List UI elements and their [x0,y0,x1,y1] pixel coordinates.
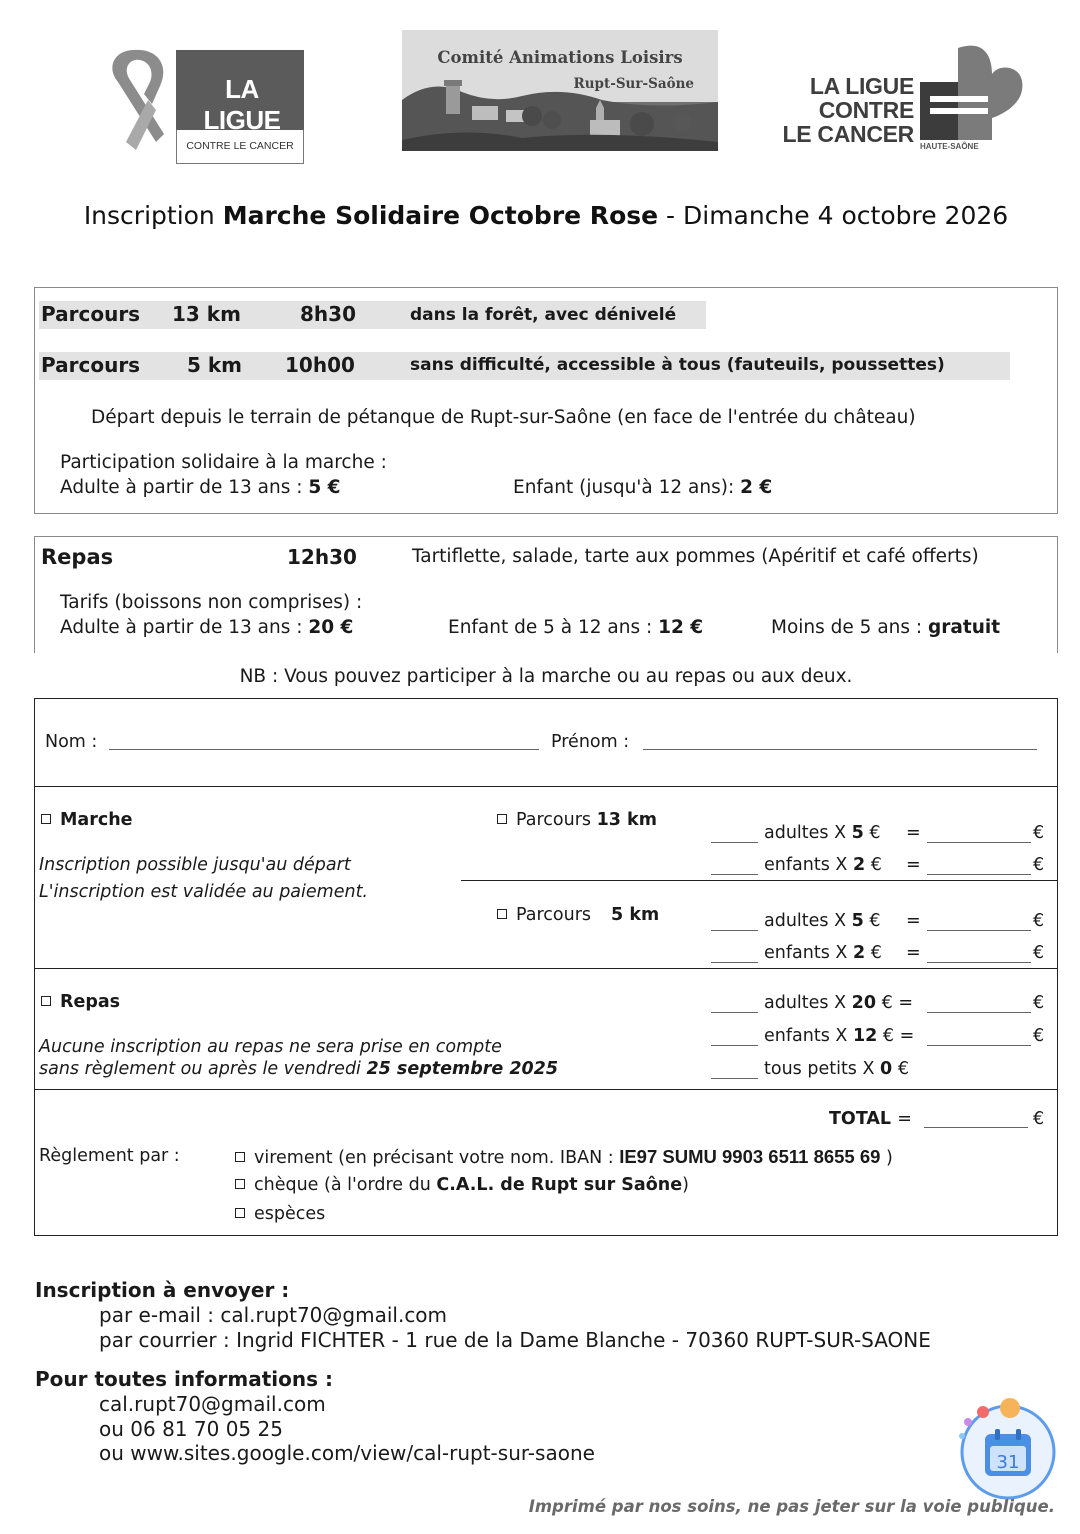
repas-small [771,617,1000,638]
repas-note-2-text: sans règlement ou après le vendredi [39,1059,367,1079]
p5-adultes-equals: = [906,911,921,931]
info-phone: ou 06 81 70 05 25 [99,1417,283,1441]
cheque-label: chèque (à l'ordre du [254,1175,437,1195]
cheque-suffix: ) [682,1175,689,1195]
p13-enfants-total[interactable] [927,874,1031,875]
repas-enfants-euro: € [882,1026,895,1046]
participation-child-price: 2 € [740,477,773,498]
nom-label: Nom : [45,732,98,752]
repas-adult-price: 20 € [308,617,354,638]
info-email: cal.rupt70@gmail.com [99,1392,326,1416]
repas-menu: Tartiflette, salade, tarte aux pommes (Apéritif et café offerts) [412,546,979,567]
repas-enfants-total-euro: € [1033,1026,1045,1046]
parcours-13-label: Parcours [41,302,141,326]
participation-adult [60,477,341,498]
nb-note: NB : Vous pouvez participer à la marche ou au repas ou aux deux. [239,666,853,687]
p13-adultes-label: adultes X [764,823,852,843]
p13-adultes-line [764,823,881,843]
printed-notice: Imprimé par nos soins, ne pas jeter sur la voie publique. [528,1497,1055,1516]
repas-petits-qty[interactable] [711,1078,758,1079]
repas-enfants-price: 12 [852,1026,878,1046]
parcours-13-distance: 13 km [172,302,241,326]
p5-enfants-qty[interactable] [711,962,758,963]
reglement-label: Règlement par : [39,1146,180,1166]
especes-checkbox[interactable] [235,1208,245,1218]
repas-adultes-equals: = [898,993,913,1013]
cheque-payee: C.A.L. de Rupt sur Saône [436,1175,683,1195]
p5-adultes-line [764,911,881,931]
parcours-5-distance: 5 km [187,353,243,377]
p13-enfants-price: 2 [852,855,866,875]
p13-enfants-label: enfants X [764,855,853,875]
repas-enfants-qty[interactable] [711,1045,758,1046]
p5-enfants-price: 2 [852,943,866,963]
prenom-label: Prénom : [551,732,630,752]
logo-right-line3: LE CANCER [782,121,914,147]
p13-enfants-equals: = [906,855,921,875]
p13-adultes-equals: = [906,823,921,843]
info-website: ou www.sites.google.com/view/cal-rupt-sur-saone [99,1441,595,1465]
repas-tarifs-heading: Tarifs (boissons non comprises) : [60,592,363,613]
repas-small-price: gratuit [928,617,1001,638]
info-heading: Pour toutes informations : [35,1367,333,1391]
parcours-5-option[interactable] [497,905,659,925]
ligue-logo-right [772,44,1028,156]
calendar-badge[interactable] [952,1396,1056,1500]
participation-child [513,477,772,498]
p13-enfants-line [764,855,882,875]
repas-petits-label: tous petits X [764,1059,881,1079]
p5-adultes-qty[interactable] [711,930,758,931]
iban: IE97 SUMU 9903 6511 8655 69 [619,1146,881,1167]
parcours-5-checkbox[interactable] [497,909,507,919]
total-euro: € [1033,1109,1045,1129]
repas-petits-price: 0 [880,1059,893,1079]
repas-adult [60,617,353,638]
participation-child-label: Enfant (jusqu'à 12 ans): [513,477,741,498]
repas-child-label: Enfant de 5 à 12 ans : [448,617,659,638]
p5-adultes-price: 5 [851,911,864,931]
parcours-divider [461,880,1058,881]
p5-enfants-euro: € [870,943,882,963]
marche-option[interactable] [41,810,133,830]
repas-enfants-total[interactable] [927,1045,1031,1046]
marche-note-2: L'inscription est validée au paiement. [39,882,368,902]
p13-enfants-qty[interactable] [711,874,758,875]
especes-option[interactable] [235,1204,325,1224]
repas-petits-euro: € [897,1059,909,1079]
p5-enfants-line [764,943,882,963]
cheque-checkbox[interactable] [235,1179,245,1189]
p13-enfants-total-euro: € [1033,855,1045,875]
parcours-13-option-distance: 13 km [596,810,657,830]
p5-adultes-total[interactable] [927,930,1031,931]
marche-label: Marche [60,810,133,830]
p5-enfants-total[interactable] [927,962,1031,963]
cal-logo-subtitle: Rupt-Sur-Saône [573,76,694,92]
p13-adultes-total[interactable] [927,842,1031,843]
p5-adultes-total-euro: € [1033,911,1045,931]
logo-right-line2: CONTRE [818,97,914,123]
especes-label: espèces [254,1204,326,1224]
repas-child-price: 12 € [658,617,704,638]
heart-icon [918,44,1028,144]
ribbon-icon [104,42,184,162]
p13-adultes-qty[interactable] [711,842,758,843]
parcours-13-option-label: Parcours [516,810,597,830]
repas-adultes-total[interactable] [927,1012,1031,1013]
repas-enfants-label: enfants X [764,1026,853,1046]
calendar-icon [952,1396,1056,1500]
repas-child [448,617,703,638]
parcours-5-time: 10h00 [285,353,355,377]
title-date: - Dimanche 4 octobre 2026 [658,201,1009,230]
cal-logo-title: Comité Animations Loisirs [437,48,683,67]
p13-adultes-total-euro: € [1033,823,1045,843]
repas-adult-label: Adulte à partir de 13 ans : [60,617,309,638]
marche-note-1: Inscription possible jusqu'au départ [39,855,351,875]
repas-adultes-qty[interactable] [711,1012,758,1013]
virement-option[interactable] [235,1146,893,1168]
p13-adultes-euro: € [869,823,881,843]
page-title [0,201,1080,230]
total-equals: = [897,1109,912,1129]
registration-form [34,698,1058,1236]
p5-adultes-label: adultes X [764,911,852,931]
participation-adult-label: Adulte à partir de 13 ans : [60,477,309,498]
repas-adultes-price: 20 [851,993,877,1013]
parcours-5-option-distance: 5 km [611,905,660,925]
parcours-13-time: 8h30 [300,302,356,326]
logo-left-title: LA LIGUE [203,74,281,135]
repas-option-label: Repas [60,992,121,1012]
logo-right-subtitle: HAUTE-SAÔNE [920,142,979,151]
title-event-name: Marche Solidaire Octobre Rose [222,201,659,230]
envoyer-email: par e-mail : cal.rupt70@gmail.com [99,1303,448,1327]
p5-enfants-total-euro: € [1033,943,1045,963]
repas-adultes-euro: € [881,993,893,1013]
repas-petits-line [764,1059,909,1079]
parcours-5-option-label: Parcours [516,905,592,925]
depart-info: Départ depuis le terrain de pétanque de Rupt-sur-Saône (en face de l'entrée du château) [91,407,916,428]
nom-field[interactable] [109,749,539,750]
repas-adultes-line [764,993,913,1013]
repas-note-1: Aucune inscription au repas ne sera prise en compte [39,1037,502,1057]
parcours-13-checkbox[interactable] [497,814,507,824]
cal-logo [402,30,718,151]
marche-checkbox[interactable] [41,814,51,824]
p13-adultes-price: 5 [851,823,864,843]
logo-right-line1: LA LIGUE [809,73,914,99]
repas-adultes-total-euro: € [1033,993,1045,1013]
logo-left-subtitle: CONTRE LE CANCER [186,140,294,152]
envoyer-heading: Inscription à envoyer : [35,1278,290,1302]
repas-time: 12h30 [287,545,357,569]
total-label: TOTAL [829,1109,892,1129]
repas-enfants-equals: = [899,1026,915,1046]
parcours-section [34,287,1058,514]
total-field[interactable] [924,1127,1028,1128]
title-prefix: Inscription [83,201,223,230]
ligue-logo-left [104,42,304,164]
parcours-13-desc: dans la forêt, avec dénivelé [410,305,677,325]
repas-section [34,536,1058,653]
participation-adult-price: 5 € [308,477,341,498]
envoyer-courrier: par courrier : Ingrid FICHTER - 1 rue de la Dame Blanche - 70360 RUPT-SUR-SAONE [99,1328,931,1352]
repas-enfants-line [764,1026,914,1046]
form-divider [35,786,1057,787]
repas-label: Repas [41,545,114,569]
p5-enfants-label: enfants X [764,943,853,963]
virement-label: virement (en précisant votre nom. IBAN : [254,1148,620,1168]
virement-suffix: ) [880,1148,893,1168]
logo-right-text [772,74,914,146]
repas-checkbox[interactable] [41,996,51,1006]
repas-option[interactable] [41,992,120,1012]
calendar-day: 31 [996,1452,1020,1473]
total-line [829,1109,912,1129]
form-divider [35,968,1057,969]
prenom-field[interactable] [643,749,1037,750]
parcours-5-label: Parcours [41,353,141,377]
p5-enfants-equals: = [906,943,921,963]
parcours-13-option[interactable] [497,810,657,830]
repas-deadline: 25 septembre 2025 [366,1059,559,1079]
virement-checkbox[interactable] [235,1152,245,1162]
p13-enfants-euro: € [870,855,882,875]
repas-note-2 [39,1059,558,1079]
repas-adultes-label: adultes X [764,993,852,1013]
parcours-5-desc: sans difficulté, accessible à tous (fauteuils, poussettes) [410,355,945,375]
form-divider [35,1089,1057,1090]
participation-heading: Participation solidaire à la marche : [60,452,387,473]
cheque-option[interactable] [235,1175,689,1195]
repas-small-label: Moins de 5 ans : [771,617,929,638]
p5-adultes-euro: € [869,911,881,931]
